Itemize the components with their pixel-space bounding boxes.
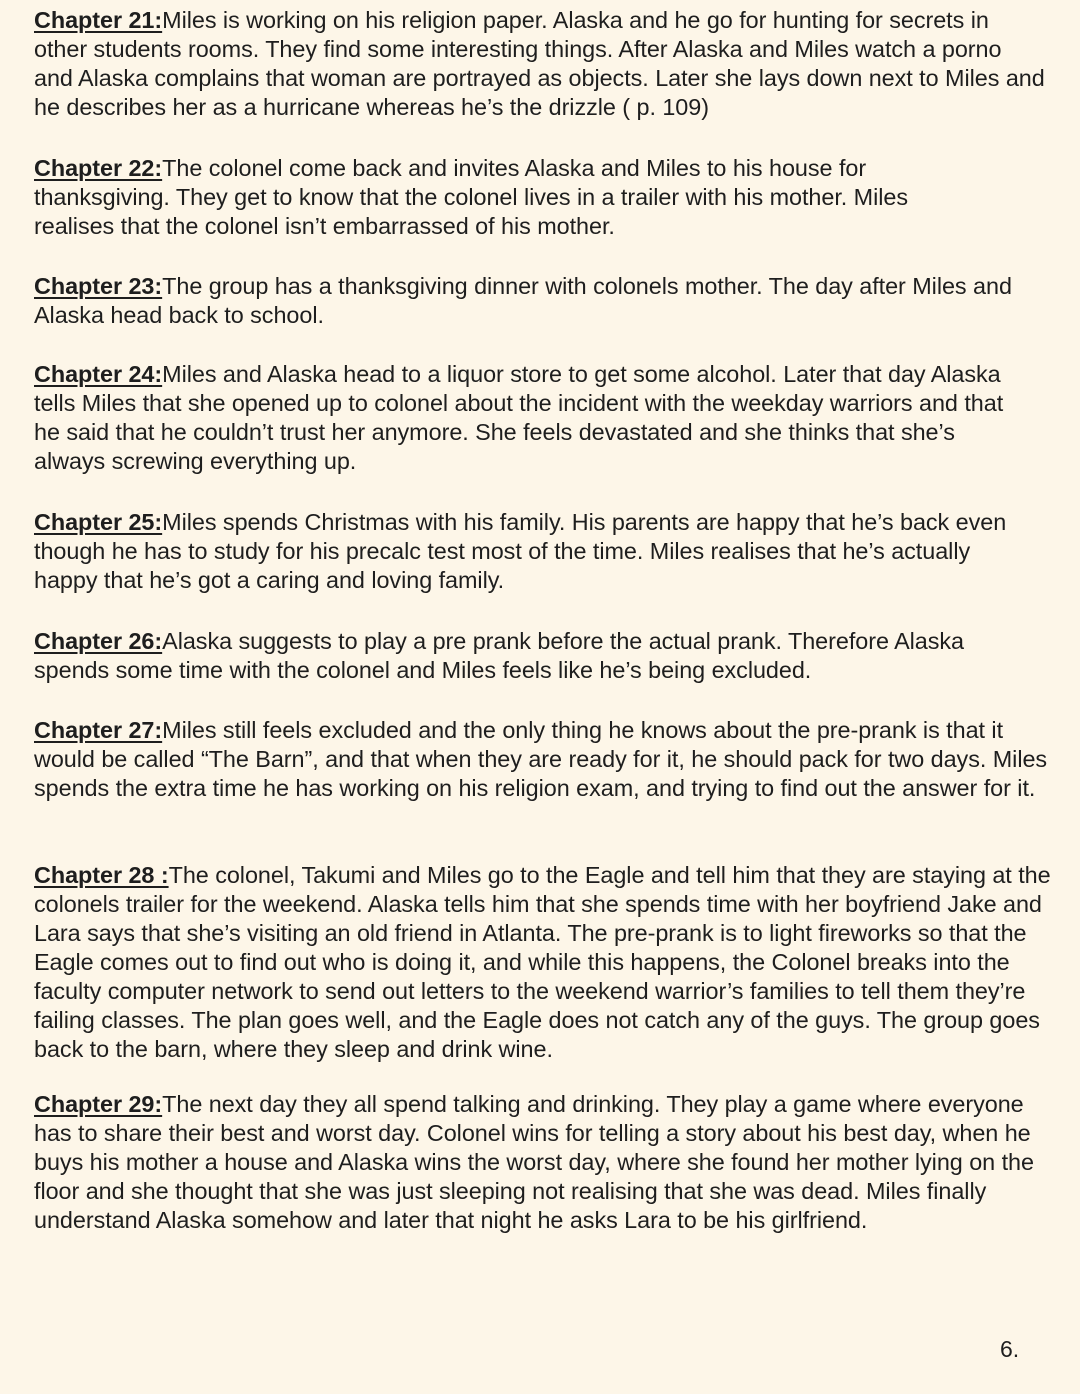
chapter-23-label: Chapter 23: (34, 273, 163, 299)
chapter-23-text: The group has a thanksgiving dinner with colonels mother. The day after Miles and Alaska head back to school. (34, 273, 1012, 328)
chapter-27-summary (34, 716, 1054, 803)
chapter-29-summary (34, 1090, 1059, 1235)
chapter-27-text: Miles still feels excluded and the only thing he knows about the pre-prank is that it would be called “The Barn”, and that when they are ready for it, he should pack for two days. Miles spends the extra time he has working on his religion exam, and trying to find out the answer for it. (34, 717, 1048, 801)
chapter-21-text: Miles is working on his religion paper. Alaska and he go for hunting for secrets in other students rooms. They find some interesting things. After Alaska and Miles watch a porno and Alaska complains that woman are portrayed as objects. Later she lays down next to Miles and he describes her as a hurricane whereas he’s the drizzle ( p. 109) (34, 7, 1045, 120)
chapter-27-label: Chapter 27: (34, 717, 163, 743)
page-number: 6. (1000, 1336, 1020, 1362)
chapter-28-label: Chapter 28 : (34, 862, 169, 888)
chapter-21-label: Chapter 21: (34, 7, 163, 33)
chapter-25-label: Chapter 25: (34, 509, 163, 535)
chapter-22-text: The colonel come back and invites Alaska and Miles to his house for thanksgiving. They get to know that the colonel lives in a trailer with his mother. Miles realises that the colonel isn’t embarrassed of his mother. (34, 155, 909, 239)
chapter-29-label: Chapter 29: (34, 1091, 163, 1117)
chapter-21-summary (34, 6, 1046, 122)
chapter-22-label: Chapter 22: (34, 155, 163, 181)
chapter-25-summary (34, 508, 1024, 595)
chapter-22-summary (34, 154, 994, 241)
chapter-24-summary (34, 360, 1029, 476)
chapter-24-label: Chapter 24: (34, 361, 163, 387)
chapter-28-summary (34, 861, 1054, 1064)
chapter-24-text: Miles and Alaska head to a liquor store to get some alcohol. Later that day Alaska tells Miles that she opened up to colonel about the incident with the weekday warriors and that he said that he couldn’t trust her anymore. She feels devastated and she thinks that she’s always screwing everything up. (34, 361, 1004, 474)
chapter-28-text: The colonel, Takumi and Miles go to the Eagle and tell him that they are staying at the colonels trailer for the weekend. Alaska tells him that she spends time with her boyfriend Jake and Lara says that she’s visiting an old friend in Atlanta. The pre-prank is to light fireworks so that the Eagle comes out to find out who is doing it, and while this happens, the Colonel breaks into the faculty computer network to send out letters to the weekend warrior’s families to tell them they’re failing classes. The plan goes well, and the Eagle does not catch any of the guys. The group goes back to the barn, where they sleep and drink wine. (34, 862, 1051, 1062)
chapter-26-label: Chapter 26: (34, 628, 163, 654)
chapter-26-text: Alaska suggests to play a pre prank before the actual prank. Therefore Alaska spends some time with the colonel and Miles feels like he’s being excluded. (34, 628, 965, 683)
chapter-26-summary (34, 627, 1034, 685)
chapter-25-text: Miles spends Christmas with his family. His parents are happy that he’s back even though he has to study for his precalc test most of the time. Miles realises that he’s actually happy that he’s got a caring and loving family. (34, 509, 1007, 593)
chapter-29-text: The next day they all spend talking and drinking. They play a game where everyone has to share their best and worst day. Colonel wins for telling a story about his best day, when he buys his mother a house and Alaska wins the worst day, where she found her mother lying on the floor and she thought that she was just sleeping not realising that she was dead. Miles finally understand Alaska somehow and later that night he asks Lara to be his girlfriend. (34, 1091, 1034, 1233)
chapter-23-summary (34, 272, 1044, 330)
